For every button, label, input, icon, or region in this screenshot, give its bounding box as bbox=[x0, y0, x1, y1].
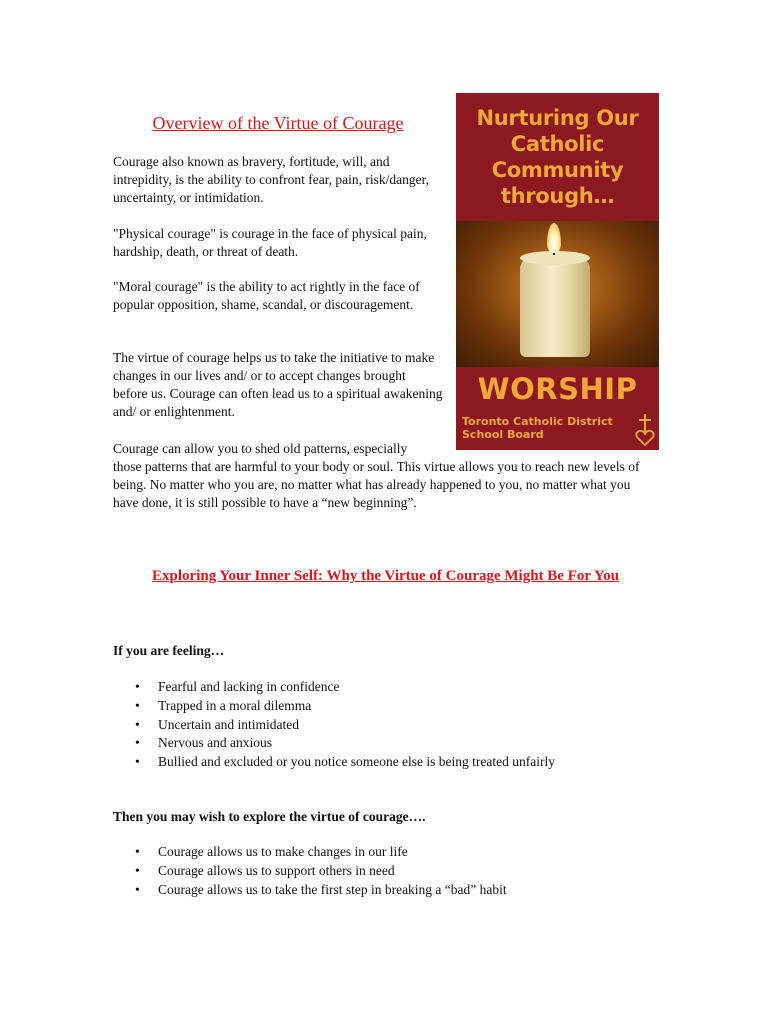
list-item: • Trapped in a moral dilemma bbox=[113, 697, 658, 716]
cross-heart-icon bbox=[634, 413, 656, 447]
list-item: • Nervous and anxious bbox=[113, 734, 658, 753]
explore-lead: Then you may wish to explore the virtue of courage…. bbox=[113, 809, 426, 824]
poster-banner: WORSHIP bbox=[456, 367, 659, 411]
list-item: • Bullied and excluded or you notice someone else is being treated unfairly bbox=[113, 753, 658, 772]
list-item: • Uncertain and intimidated bbox=[113, 716, 658, 735]
section-title: Exploring Your Inner Self: Why the Virtue of Courage Might Be For You bbox=[152, 568, 619, 584]
poster-board-name: Toronto Catholic District School Board bbox=[462, 415, 613, 441]
paragraph-closing: those patterns that are harmful to your body or soul. This virtue allows you to reach new levels of being. No matter who you are, no matter what has already happened to you, no matter what you have done, it is still possible to have a “new beginning”. bbox=[113, 459, 640, 510]
list-item: • Fearful and lacking in confidence bbox=[113, 678, 658, 697]
feelings-list bbox=[113, 678, 658, 772]
page-title: Overview of the Virtue of Courage bbox=[152, 113, 404, 133]
list-item: • Courage allows us to make changes in our life bbox=[113, 843, 658, 862]
poster-heading: Nurturing Our Catholic Community through… bbox=[476, 106, 639, 208]
paragraph-initiative: The virtue of courage helps us to take the initiative to make changes in our lives and/ or to accept changes brought before us. Courage can often lead us to a spiritual awakening and/ or enlightenment. bbox=[113, 350, 443, 419]
paragraph-definition: Courage also known as bravery, fortitude, will, and intrepidity, is the ability to confront fear, pain, risk/danger, uncertainty, or intimidation. bbox=[113, 154, 429, 205]
list-item: • Courage allows us to support others in need bbox=[113, 862, 658, 881]
candle-photo bbox=[456, 221, 659, 367]
paragraph-physical-courage: "Physical courage" is courage in the face of physical pain, hardship, death, or threat of death. bbox=[113, 226, 427, 259]
paragraph-moral-courage: "Moral courage" is the ability to act rightly in the face of popular opposition, shame, scandal, or discouragement. bbox=[113, 279, 420, 312]
list-item: • Courage allows us to take the first step in breaking a “bad” habit bbox=[113, 881, 658, 900]
worship-poster bbox=[456, 93, 659, 450]
feeling-lead: If you are feeling… bbox=[113, 643, 225, 658]
benefits-list bbox=[113, 843, 658, 899]
poster-footer bbox=[456, 411, 659, 450]
paragraph-closing-first-line: Courage can allow you to shed old patterns, especially bbox=[113, 441, 408, 456]
poster-heading-panel bbox=[456, 93, 659, 221]
